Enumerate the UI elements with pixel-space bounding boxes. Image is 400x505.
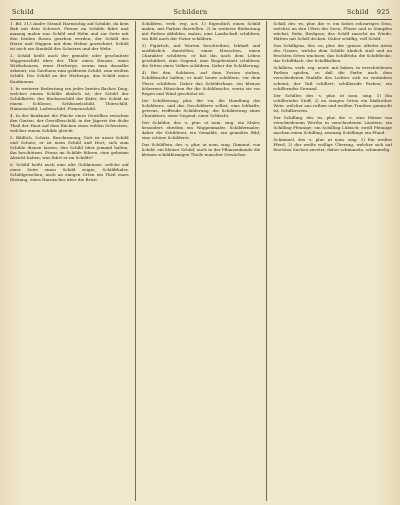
column-2-paragraph: Der Schilder, des -s, plur. ut nom. sing. ein Maler, besonders ehedem ein Wappenmaler, Schildermaler; daher die Schilderei, ein Gemälde, ein gemaltes Bild; eine schöne Schilderei. [141, 119, 261, 140]
column-3-paragraph: Der Schiller, des -s, plur. ut nom. sing. 1) Ein schillernder Stoff; 2) an einigen Orten ein blaßrother Wein, welcher aus rothen und weißen Trauben gemischt ist, Schillerwein. [273, 92, 393, 113]
column-3-paragraph: Schilf, des -es, plur. die -e, ein hohes rohrartiges Gras, welches an den Ufern der Seen, Flüsse und in Sümpfen wächst; Rohr, Riedgras; das Schilf rauscht im Winde; Hütten mit Schilf decken. Daher schilfig, voll Schilf. [273, 21, 393, 42]
column-1-paragraph: 3. In weiterer Bedeutung ein jedes breites flaches Ding, welches einem Schilde ähnlich ist; der Schild der Schildkröte, der Rückenschild der Käfer, der Schild an einem Schlosse, Schlüsselschild, Thürschild, Namenschild, Ladenschild, Firmenschild. [10, 85, 129, 111]
column-3-paragraph: Das Schilfgras, des -es, plur. die -gräser, allerlei Arten des Grases, welche dem Schilfe ähnlich sind und an feuchten Orten wachsen; das Schilfrohr, die Schilfdecke, das Schilfdach, der Schilfkolben. [273, 43, 393, 64]
column-1-paragraph: 2. Schild heißt auch der gemalte oder geschnitzte Wappenschild über der Thür eines Hauses, eines Wirthshauses, einer Herberge, woran man dasselbe erkennt; ein Gasthaus zum goldenen Schild, zum weißen Schild. Der Schild an der Herberge, das Schild eines Kaufmanns. [10, 53, 129, 84]
column-1-paragraph: 5. Bildlich, Schutz, Beschirmung; Gott ist unser Schild und Schutz; er ist mein Schild und Hort; sich zum Schilde dienen lassen; den Schild über jemand halten, ihn beschützen. Etwas im Schilde führen, eine geheime Absicht haben; was führt er im Schilde? [10, 134, 129, 161]
column-2 [142, 21, 261, 501]
column-3 [273, 21, 392, 501]
page-header [10, 6, 392, 20]
column-1 [10, 21, 129, 501]
column-2-paragraph: Das Schildlein, des -s, plur. ut nom. sing. Diminut. von Schild, ein kleiner Schild; auch in der Pflanzenkunde die kleinen schildförmigen Theile mancher Gewächse. [141, 142, 261, 158]
header-left-keyword: Schild [12, 8, 35, 16]
text-columns [10, 21, 392, 501]
page-number: 925 [376, 8, 390, 16]
column-3-paragraph: Schimmel, des -s, plur. ut nom. sing. 1) Ein weißes Pferd; 2) der weiße wollige Überzug, welcher sich auf feuchten Sachen ansetzt; daher schimmeln, schimmelig. [273, 136, 393, 153]
column-2-paragraph: Schildern, verb. reg. act. 1) Eigentlich einen Schild malen, mit Farben darstellen. 2) In weiterer Bedeutung mit Farben abbilden, malen; eine Landschaft schildern; ein Bild nach der Natur schildern. [141, 21, 261, 42]
column-1-paragraph: 1. Bd. 313 Andre Strauß Harnischig auf Schilde, da kein Bub mit dem Schwert. Ferner im Schilde führt und mannig malen was Schild und Helm und zur Seite mit den beiden Rosen gesehen werden; der Schild des Herrn und Wappen mit dem Helme gezeichnet. Schild ist auch ein Sinnbild des Schutzes und der Wehr. [10, 21, 129, 52]
column-3-paragraph: Schillern, verb. reg. neutr. mit haben, in verschiedenen Farben spielen, so daß die Farbe nach dem verschiedenen Einfalle des Lichtes sich zu verändern scheint; der Taft schillert; schillernde Farben; ein schillerndes Gewand. [273, 65, 393, 91]
column-2-paragraph: Die Schilderung, plur. die -en, die Handlung des Schilderns, und das Geschilderte selbst; eine lebhafte, getreue, treffende Schilderung; die Schilderung eines Charakters, einer Gegend, einer Schlacht. [141, 97, 261, 118]
column-divider [135, 21, 136, 501]
header-right-keyword: Schild [346, 8, 369, 16]
column-1-paragraph: 4. In der Baukunst die Fläche eines Gewölbes zwischen den Gurten, der Gewölbeschild; in der Jägerei der dicke Theil der Haut auf dem Rücken eines wilden Schweines, welcher einem Schilde gleicht. [10, 112, 129, 133]
column-1-paragraph: 6. Schild heißt auch eine alte Goldmünze, welche auf einer Seite einen Schild zeigte, Schildthaler, Schildgroschen; auch an einigen Orten ein Theil eines Rüstung, eines Harnisches über die Brust. [10, 162, 129, 183]
column-2-paragraph: 3) Figürlich, mit Worten beschreiben, lebhaft und ausführlich darstellen; einen Menschen, einen Charakter schildern; er hat ihn nach dem Leben geschildert; eine Gegend, eine Begebenheit schildern; die Sitten eines Volkes schildern. Daher die Schilderung. [141, 43, 261, 69]
column-3-paragraph: Der Schilling, des -es, plur. die -e, eine Münze von verschiedenem Werthe in verschiedenen Ländern; ein Schilling Pfennige; ein Schilling Lübisch; zwölf Pfennige machen einen Schilling, zwanzig Schillinge ein Pfund. [273, 114, 393, 135]
header-middle-keyword: Schildern [173, 8, 208, 16]
column-divider [266, 21, 267, 501]
column-2-paragraph: 4) Bei den Soldaten, auf dem Posten stehen, Schildwache halten; er muß heute schildern; vor dem Thore schildern. Daher das Schilderhaus, ein kleines hölzernes Häuschen für die Schildwache, worin sie vor Regen und Wind geschützt ist. [141, 70, 261, 96]
